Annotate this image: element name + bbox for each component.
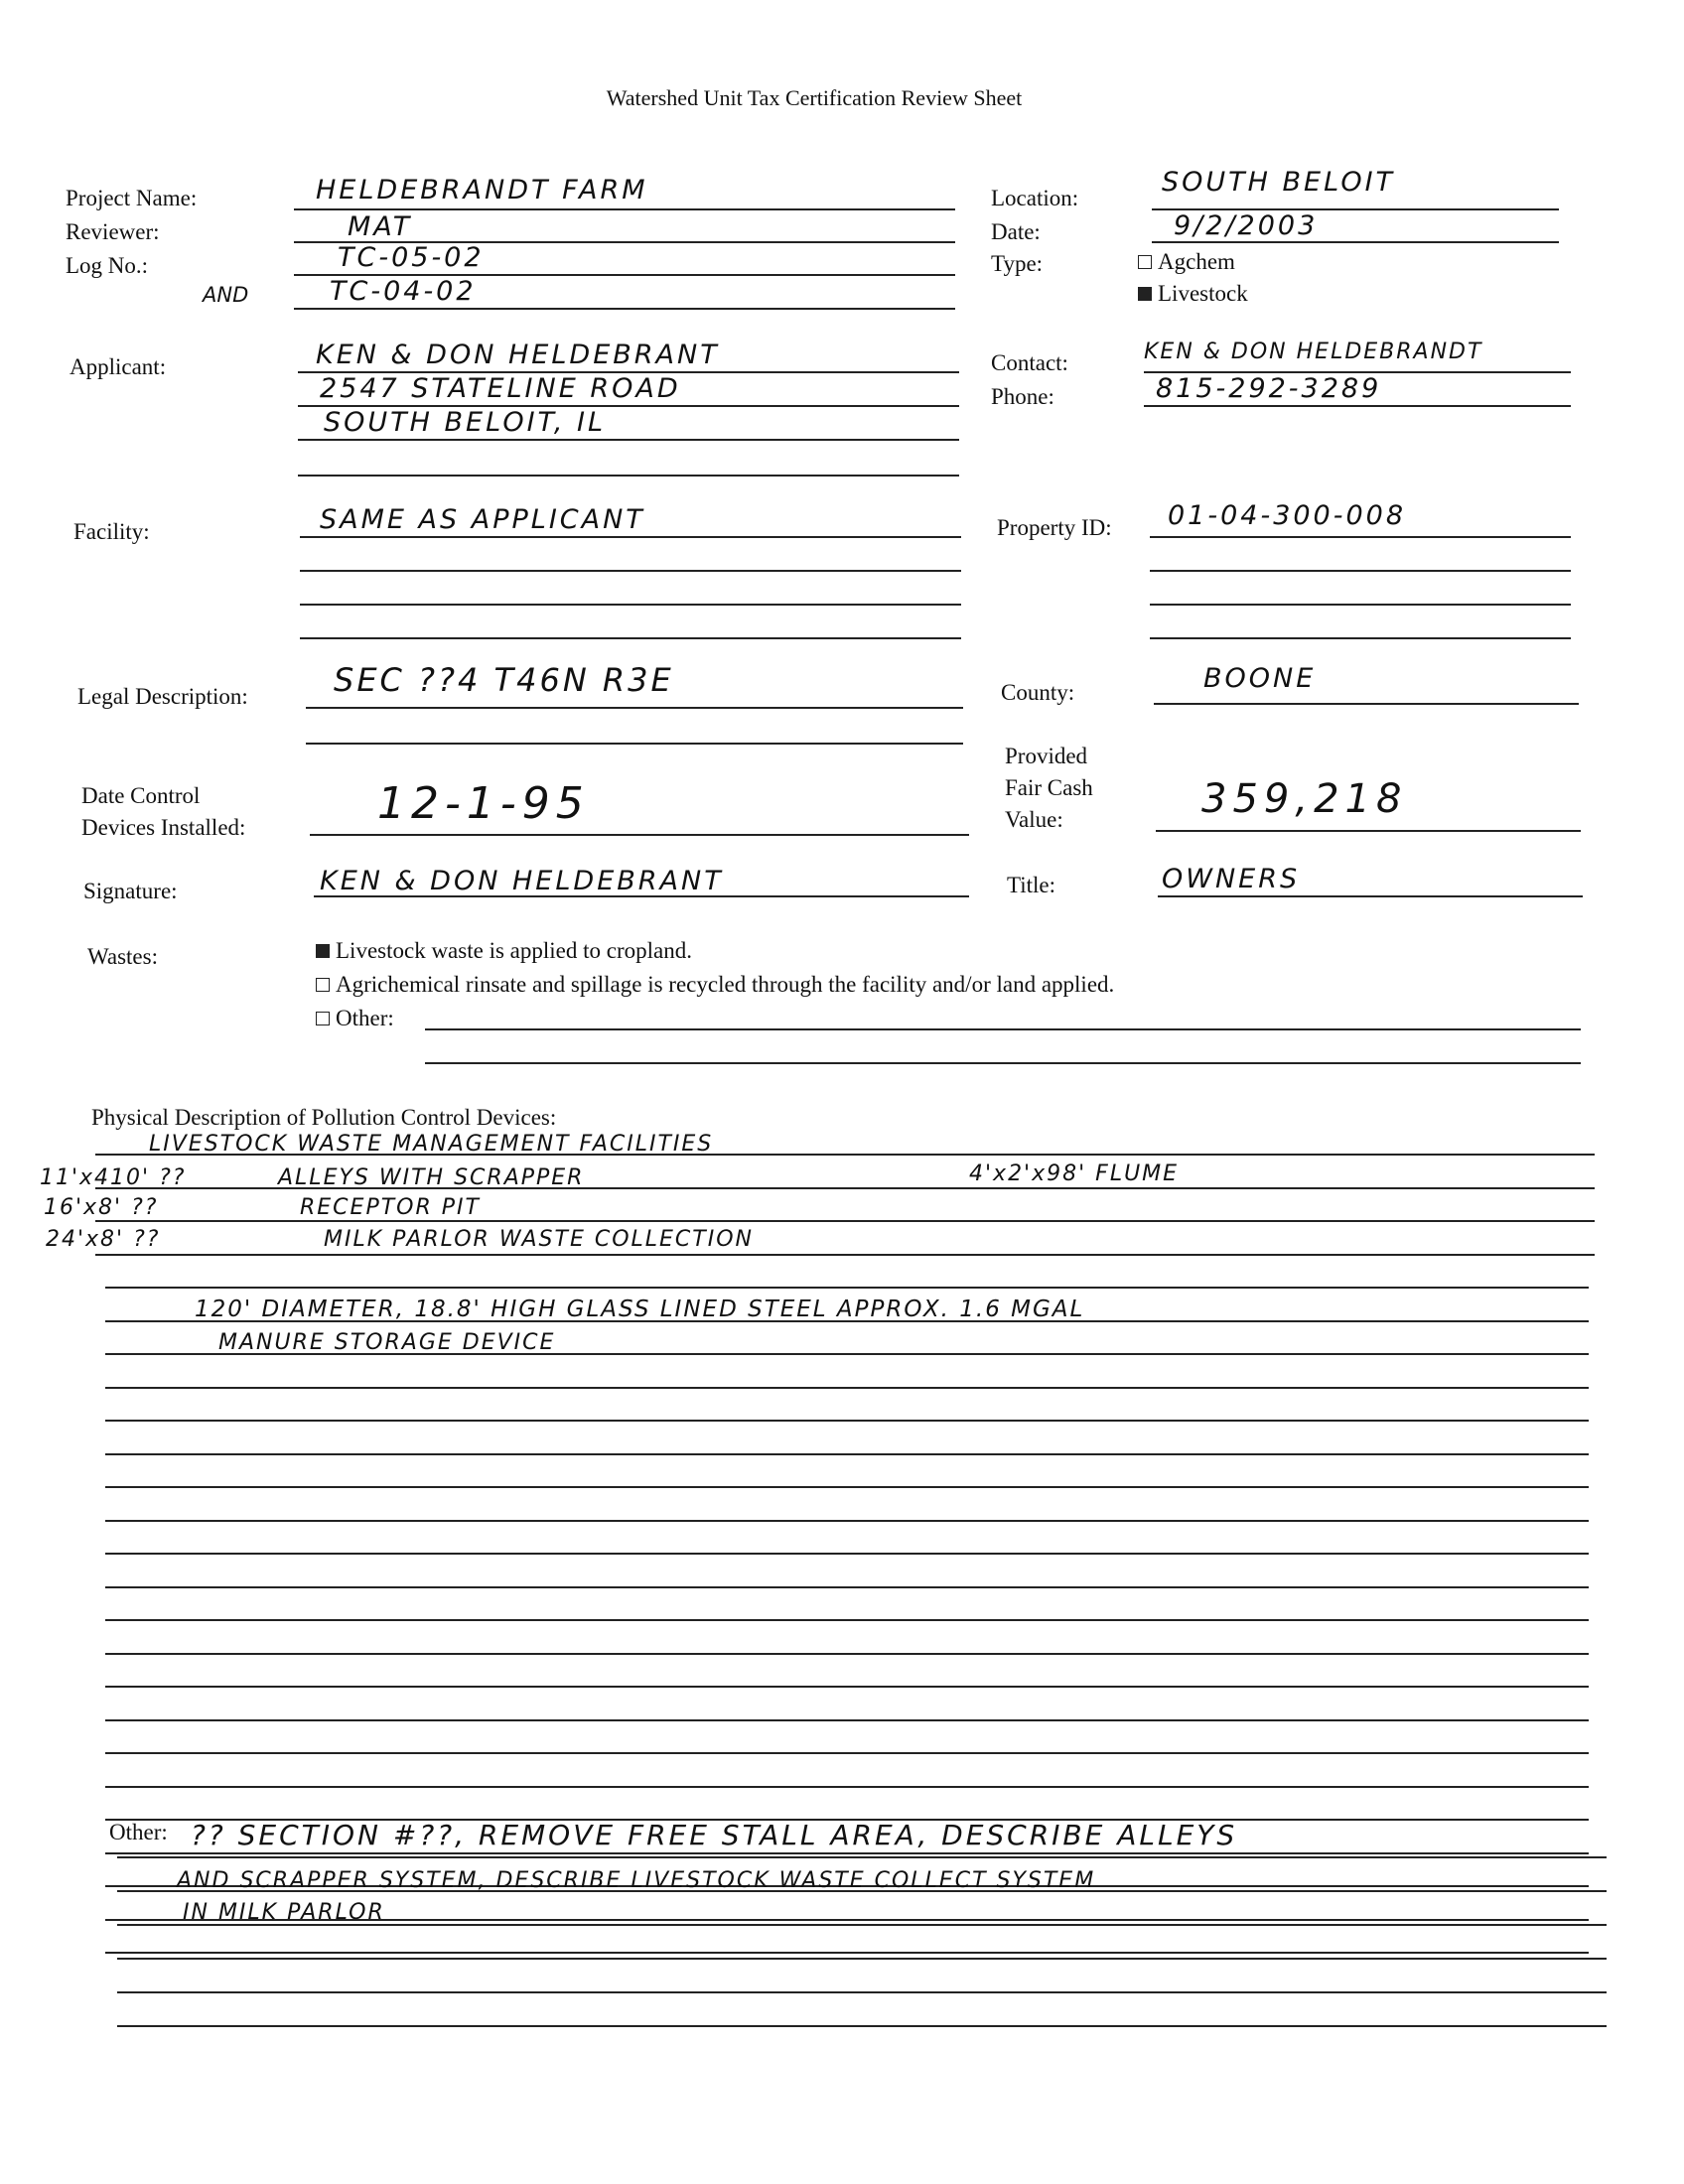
log-no-2-value[interactable]: TC-04-02 [330,276,477,307]
project-name-value[interactable]: HELDEBRANDT FARM [316,175,648,205]
date-value[interactable]: 9/2/2003 [1174,210,1319,241]
fair-cash-label-1: Provided [1005,744,1088,768]
legal-description-label: Legal Description: [77,684,248,709]
project-name-line [294,208,955,210]
other-ruled-line [117,2025,1607,2027]
physical-description-label: Physical Description of Pollution Control Devices: [91,1105,557,1130]
applicant-value-2[interactable]: 2547 STATELINE ROAD [320,373,681,404]
log-no-label: Log No.: [66,253,149,278]
property-id-line-3 [1150,604,1571,606]
waste-agrichemical-label: Agrichemical rinsate and spillage is recycled through the facility and/or land applied. [336,972,1115,997]
type-option-livestock[interactable] [1138,280,1248,308]
property-id-line-2 [1150,570,1571,572]
log-no-value[interactable]: TC-05-02 [338,242,485,273]
pd-text-1[interactable]: LIVESTOCK WASTE MANAGEMENT FACILITIES [149,1132,714,1157]
pd-prefix-4[interactable]: 24'x8' ?? [46,1227,161,1252]
fair-cash-line [1156,830,1581,832]
waste-other-line-1 [425,1028,1581,1030]
county-label: County: [1001,680,1075,705]
title-value[interactable]: OWNERS [1162,864,1301,894]
title-line [1158,895,1583,897]
pd-ruled-line [105,1719,1589,1721]
legal-description-line-2 [306,743,963,745]
county-value[interactable]: BOONE [1203,663,1317,694]
facility-label: Facility: [73,519,150,544]
pd-ruled-line [105,1520,1589,1522]
legal-description-line-1 [306,707,963,709]
date-line [1152,241,1559,243]
pd-ruled-line [105,1486,1589,1488]
pd-ruled-line [105,1586,1589,1588]
pd-ruled-line [105,1287,1589,1289]
pd-ruled-line [105,1752,1589,1754]
facility-line-4 [300,637,961,639]
agchem-checkbox[interactable] [1138,255,1152,269]
pd-ruled-line [105,1952,1589,1954]
facility-value[interactable]: SAME AS APPLICANT [320,504,645,535]
county-line [1154,703,1579,705]
facility-line-3 [300,604,961,606]
waste-other-line-2 [425,1062,1581,1064]
pd-ruled-line [95,1254,1595,1256]
reviewer-label: Reviewer: [66,219,160,244]
location-label: Location: [991,186,1079,210]
location-value[interactable]: SOUTH BELOIT [1162,167,1396,198]
other-note-3[interactable]: IN MILK PARLOR [183,1900,385,1925]
wastes-label: Wastes: [87,944,158,969]
livestock-checkbox[interactable] [1138,287,1152,301]
pd-ruled-line [105,1786,1589,1788]
property-id-value[interactable]: 01-04-300-008 [1168,500,1407,531]
pd-ruled-line [105,1852,1589,1854]
fair-cash-label-3: Value: [1005,807,1063,832]
waste-agrichemical-checkbox[interactable] [316,978,330,992]
agchem-label: Agchem [1158,249,1235,274]
applicant-value-3[interactable]: SOUTH BELOIT, IL [324,407,606,438]
contact-value[interactable]: KEN & DON HELDEBRANDT [1144,340,1483,364]
type-label: Type: [991,251,1044,276]
property-id-line-4 [1150,637,1571,639]
facility-line-1 [300,536,961,538]
pd-ruled-line [105,1619,1589,1621]
form-title: Watershed Unit Tax Certification Review Sheet [606,85,1023,110]
log-no-2-line [294,308,955,310]
other-label: Other: [109,1820,168,1844]
property-id-label: Property ID: [997,515,1112,540]
title-label: Title: [1007,873,1056,897]
waste-other-label: Other: [336,1006,394,1030]
date-label: Date: [991,219,1041,244]
pd-text-5[interactable]: 120' DIAMETER, 18.8' HIGH GLASS LINED STEEL APPROX. 1.6 MGAL [195,1297,1085,1322]
signature-label: Signature: [83,879,178,903]
pd-ruled-line [105,1420,1589,1422]
date-control-line [310,834,969,836]
phone-value[interactable]: 815-292-3289 [1156,373,1382,404]
waste-option-other[interactable] [316,1005,394,1032]
pd-ruled-line [105,1653,1589,1655]
pd-extra-2[interactable]: 4'x2'x98' FLUME [969,1161,1180,1186]
pd-text-6[interactable]: MANURE STORAGE DEVICE [218,1330,556,1355]
other-ruled-line [117,1856,1607,1858]
applicant-label: Applicant: [70,354,167,379]
waste-option-agrichemical[interactable] [316,971,1114,999]
fair-cash-value[interactable]: 359,218 [1201,776,1408,822]
legal-description-value[interactable]: SEC ??4 T46N R3E [334,661,674,699]
waste-livestock-checkbox[interactable] [316,944,330,958]
signature-value[interactable]: KEN & DON HELDEBRANT [320,866,724,896]
livestock-label: Livestock [1158,281,1248,306]
applicant-line-4 [298,475,959,477]
date-control-label-2: Devices Installed: [81,815,246,840]
waste-option-livestock[interactable] [316,937,692,965]
pd-ruled-line [105,1453,1589,1455]
pd-ruled-line [95,1220,1595,1222]
pd-text-2[interactable]: ALLEYS WITH SCRAPPER [278,1165,585,1190]
pd-text-4[interactable]: MILK PARLOR WASTE COLLECTION [324,1227,754,1252]
phone-line [1144,405,1571,407]
fair-cash-label-2: Fair Cash [1005,775,1093,800]
type-option-agchem[interactable] [1138,248,1235,276]
other-ruled-line [117,1958,1607,1960]
pd-prefix-3[interactable]: 16'x8' ?? [44,1195,159,1220]
other-note-2[interactable]: AND SCRAPPER SYSTEM, DESCRIBE LIVESTOCK WASTE COLLECT SYSTEM [177,1868,1096,1893]
pd-prefix-2[interactable]: 11'x410' ?? [40,1165,187,1190]
pd-ruled-line [105,1387,1589,1389]
pd-text-3[interactable]: RECEPTOR PIT [300,1195,481,1220]
other-note-1[interactable]: ?? SECTION #??, REMOVE FREE STALL AREA, DESCRIBE ALLEYS [191,1819,1238,1851]
waste-other-checkbox[interactable] [316,1012,330,1025]
applicant-line-3 [298,439,959,441]
pd-ruled-line [105,1553,1589,1555]
reviewer-value[interactable]: MAT [348,211,413,242]
project-name-label: Project Name: [66,186,198,210]
contact-label: Contact: [991,350,1068,375]
date-control-label-1: Date Control [81,783,201,808]
date-control-value[interactable]: 12-1-95 [377,778,590,829]
facility-line-2 [300,570,961,572]
other-ruled-line [117,1991,1607,1993]
applicant-value-1[interactable]: KEN & DON HELDEBRANT [316,340,720,370]
property-id-line-1 [1150,536,1571,538]
waste-livestock-label: Livestock waste is applied to cropland. [336,938,692,963]
and-label: AND [203,283,249,307]
phone-label: Phone: [991,384,1054,409]
pd-ruled-line [105,1686,1589,1688]
